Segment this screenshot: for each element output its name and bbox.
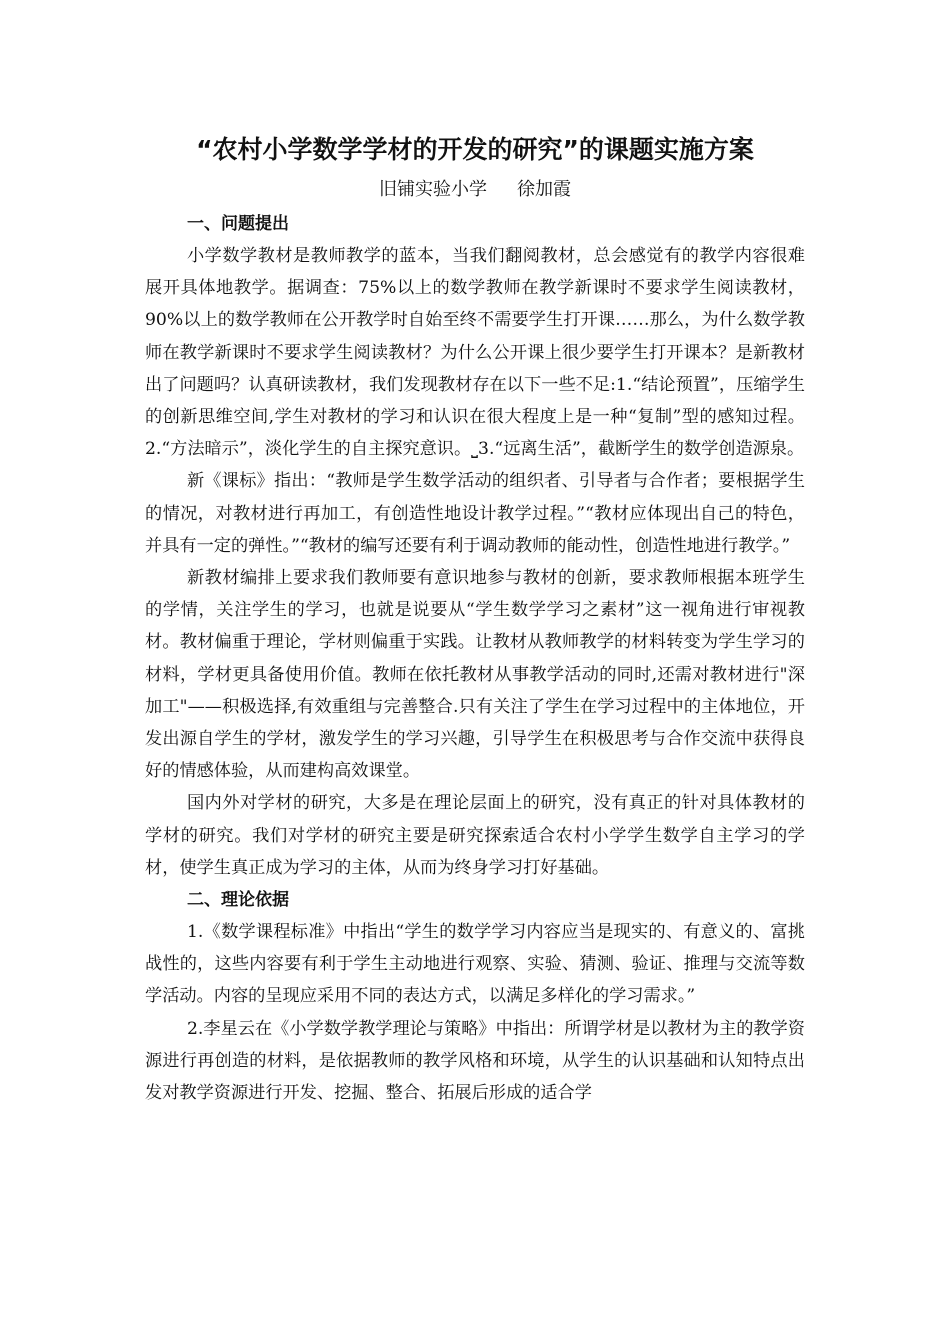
paragraph: 新《课标》指出：“教师是学生数学活动的组织者、引导者与合作者；要根据学生的情况，对教材进行再加工，有创造性地设计教学过程。”“教材应体现出自己的特色，并具有一定的弹性。”“教材的编写还要有利于调动教师的能动性，创造性地进行教学。” (145, 471, 805, 556)
paragraph: 小学数学教材是教师教学的蓝本，当我们翻阅教材，总会感觉有的教学内容很难展开具体地教学。据调查：75%以上的数学教师在教学新课时不要求学生阅读教材，90%以上的数学教师在公开教学时自始至终不需要学生打开课……那么，为什么数学教师在教学新课时不要求学生阅读教材？为什么公开课上很少要学生打开课本？是新教材出了问题吗？认真研读教材，我们发现教材存在以下一些不足:1.“结论预置”，压缩学生的创新思维空间,学生对教材的学习和认识在很大程度上是一种“复制”型的感知过程。2.“方法暗示”，淡化学生的自主探究意识。⎵3.“远离生活”，截断学生的数学创造源泉。 (145, 246, 805, 460)
document-title: “农村小学数学学材的开发的研究”的课题实施方案 (196, 135, 754, 164)
section-heading: 一、问题提出 (187, 214, 289, 234)
document-page (145, 128, 805, 1109)
author-school: 旧铺实验小学 (379, 179, 487, 200)
section-heading: 二、理论依据 (187, 890, 289, 911)
author-name: 徐加霞 (517, 179, 571, 200)
paragraph: 1.《数学课程标准》中指出“学生的数学学习内容应当是现实的、有意义的、富挑战性的，这些内容要有利于学生主动地进行观察、实验、猜测、验证、推理与交流等数学活动。内容的呈现应采用不同的表达方式，以满足多样化的学习需求。” (145, 922, 805, 1007)
paragraph: 2.李星云在《小学数学教学理论与策略》中指出：所谓学材是以教材为主的教学资源进行再创造的材料，是依据教师的教学风格和环境，从学生的认识基础和认知特点出发对教学资源进行开发、挖掘、整合、拓展后形成的适合学 (145, 1018, 805, 1104)
paragraph: 国内外对学材的研究，大多是在理论层面上的研究，没有真正的针对具体教材的学材的研究。我们对学材的研究主要是研究探索适合农村小学学生数学自主学习的学材，使学生真正成为学习的主体，从而为终身学习打好基础。 (145, 793, 805, 878)
section-theory (145, 884, 805, 1109)
paragraph: 新教材编排上要求我们教师要有意识地参与教材的创新，要求教师根据本班学生的学情，关注学生的学习，也就是说要从“学生数学学习之素材”这一视角进行审视教材。教材偏重于理论，学材则偏重于实践。让教材从教师教学的材料转变为学生学习的材料，学材更具备使用价值。教师在依托教材从事教学活动的同时,还需对教材进行"深加工"——积极选择,有效重组与完善整合.只有关注了学生在学习过程中的主体地位，开发出源自学生的学材，激发学生的学习兴趣，引导学生在积极思考与合作交流中获得良好的情感体验，从而建构高效课堂。 (145, 568, 805, 782)
author-line (145, 172, 805, 208)
section-problem (145, 208, 805, 884)
